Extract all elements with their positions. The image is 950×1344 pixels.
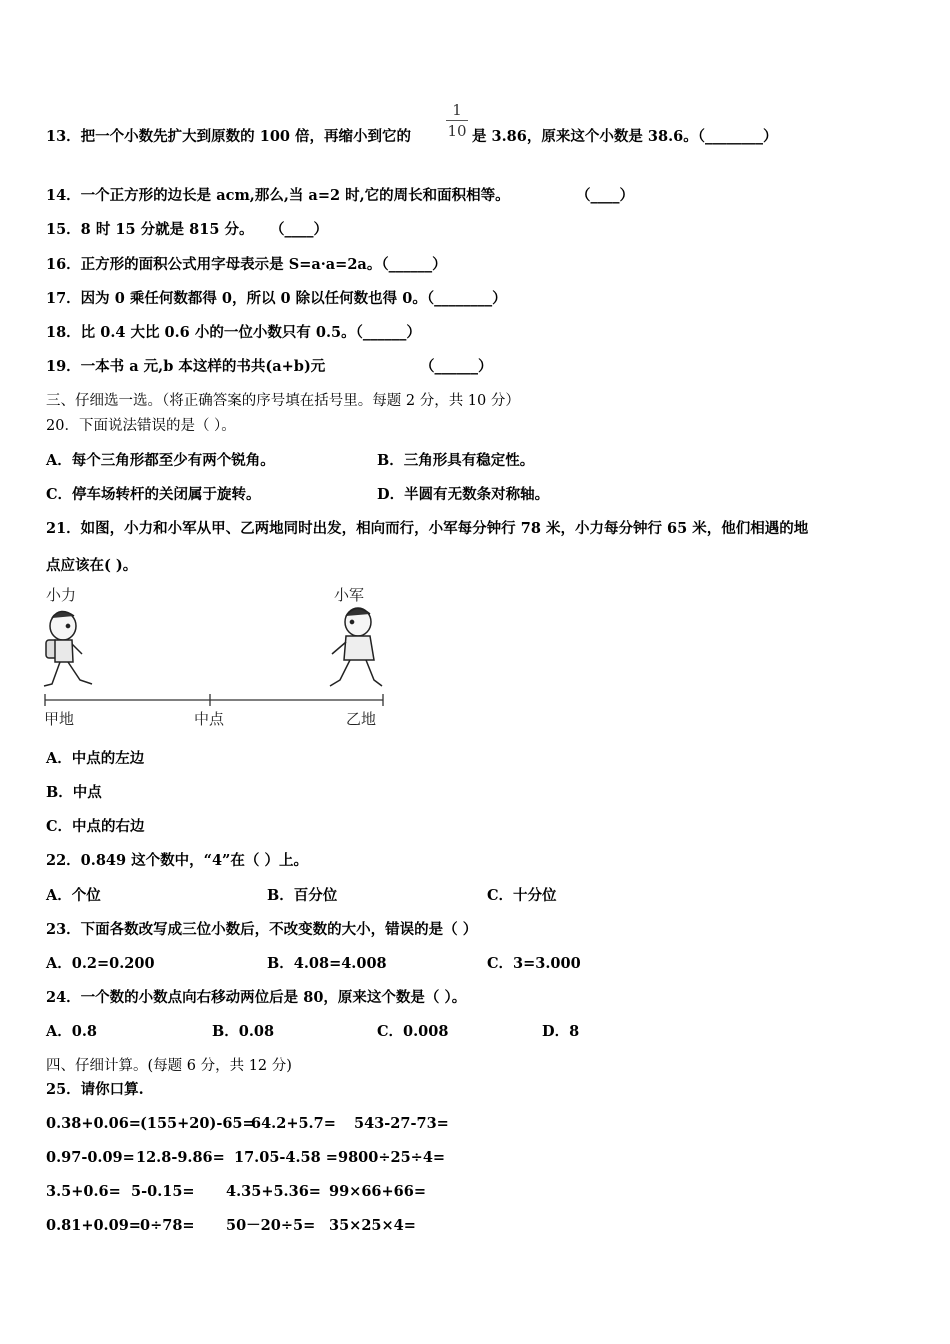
left-walker-icon — [44, 611, 92, 686]
q13-text-post: 是 3.86，原来这个小数是 38.6。（________） — [472, 128, 778, 145]
q24-option-c[interactable]: C．0.008 — [377, 1023, 449, 1040]
q22-stem: 22．0.849 这个数中，“4”在（ ）上。 — [46, 852, 308, 869]
q20-option-a[interactable]: A．每个三角形都至少有两个锐角。 — [46, 452, 275, 469]
figure-left-place: 甲地 — [44, 710, 75, 728]
section3-title: 三、仔细选一选。（将正确答案的序号填在括号里。每题 2 分，共 10 分） — [46, 393, 520, 409]
fraction-numerator: 1 — [452, 101, 462, 119]
q13-line — [46, 127, 411, 147]
calc-item: 0÷78= — [140, 1217, 195, 1234]
figure-right-place: 乙地 — [346, 710, 377, 728]
q21-figure — [40, 582, 390, 732]
q15: 15．8 时 15 分就是 815 分。 — [46, 221, 254, 238]
q16: 16．正方形的面积公式用字母表示是 S=a·a=2a。（______） — [46, 256, 447, 273]
q18: 18．比 0.4 大比 0.6 小的一位小数只有 0.5。（______） — [46, 324, 421, 341]
q24-stem: 24．一个数的小数点向右移动两位后是 80，原来这个数是（ ）。 — [46, 989, 467, 1006]
calc-item: 543-27-73= — [354, 1115, 449, 1132]
calc-item: 50－20÷5= — [226, 1217, 316, 1234]
figure-mid-place: 中点 — [194, 710, 225, 728]
q19-blank[interactable]: （______） — [420, 358, 493, 375]
q22-option-b[interactable]: B．百分位 — [267, 887, 338, 904]
q24-option-b[interactable]: B．0.08 — [212, 1023, 275, 1040]
q23-option-a[interactable]: A．0.2=0.200 — [46, 955, 155, 972]
q19: 19．一本书 a 元,b 本这样的书共(a+b)元 — [46, 358, 326, 375]
q22-option-c[interactable]: C．十分位 — [487, 887, 557, 904]
q15-blank[interactable]: （____） — [270, 221, 328, 238]
q21-option-b[interactable]: B．中点 — [46, 784, 102, 801]
q20-option-c[interactable]: C．停车场转杆的关闭属于旋转。 — [46, 486, 261, 503]
fraction-denominator: 10 — [447, 122, 467, 140]
calc-item: 64.2+5.7= — [251, 1115, 336, 1132]
figure-drawing — [40, 582, 390, 712]
figure-left-name: 小力 — [46, 586, 77, 604]
calc-item: 3.5+0.6= — [46, 1183, 121, 1200]
calc-item: 17.05-4.58 = — [234, 1149, 338, 1166]
q13-fraction — [446, 101, 468, 140]
calc-item: 35×25×4= — [329, 1217, 416, 1234]
q23-stem: 23．下面各数改写成三位小数后，不改变数的大小，错误的是（ ） — [46, 921, 478, 938]
q24-option-a[interactable]: A．0.8 — [46, 1023, 97, 1040]
q21-stem-line1: 21．如图，小力和小军从甲、乙两地同时出发，相向而行，小军每分钟行 78 米，小力每分钟行 65 米，他们相遇的地 — [46, 520, 809, 537]
q20-option-d[interactable]: D．半圆有无数条对称轴。 — [377, 486, 550, 503]
q20-stem: 20．下面说法错误的是（ ）。 — [46, 418, 236, 434]
calc-item: 12.8-9.86= — [136, 1149, 225, 1166]
q21-stem-line2: 点应该在( )。 — [46, 557, 138, 574]
calc-item: 99×66+66= — [329, 1183, 426, 1200]
q24-option-d[interactable]: D．8 — [542, 1023, 580, 1040]
q23-option-b[interactable]: B．4.08=4.008 — [267, 955, 387, 972]
calc-item: 9800÷25÷4= — [338, 1149, 446, 1166]
calc-item: 0.38+0.06= — [46, 1115, 141, 1132]
calc-item: 5-0.15= — [131, 1183, 195, 1200]
q14: 14．一个正方形的边长是 acm,那么,当 a=2 时,它的周长和面积相等。 — [46, 187, 510, 204]
q21-option-a[interactable]: A．中点的左边 — [46, 750, 145, 767]
q14-blank[interactable]: （____） — [576, 187, 634, 204]
q17: 17．因为 0 乘任何数都得 0，所以 0 除以任何数也得 0。（________） — [46, 290, 507, 307]
calc-item: (155+20)-65= — [140, 1115, 255, 1132]
q25-stem: 25．请你口算. — [46, 1081, 144, 1098]
q22-option-a[interactable]: A．个位 — [46, 887, 101, 904]
q23-option-c[interactable]: C．3=3.000 — [487, 955, 581, 972]
q21-option-c[interactable]: C．中点的右边 — [46, 818, 145, 835]
figure-right-name: 小军 — [334, 586, 365, 604]
calc-item: 4.35+5.36= — [226, 1183, 321, 1200]
right-walker-icon — [330, 608, 382, 686]
calc-item: 0.97-0.09= — [46, 1149, 135, 1166]
section4-title: 四、仔细计算。(每题 6 分，共 12 分) — [46, 1058, 292, 1074]
q20-option-b[interactable]: B．三角形具有稳定性。 — [377, 452, 535, 469]
calc-item: 0.81+0.09= — [46, 1217, 141, 1234]
distance-line — [45, 694, 383, 706]
q13-text-pre: 13．把一个小数先扩大到原数的 100 倍，再缩小到它的 — [46, 128, 412, 145]
